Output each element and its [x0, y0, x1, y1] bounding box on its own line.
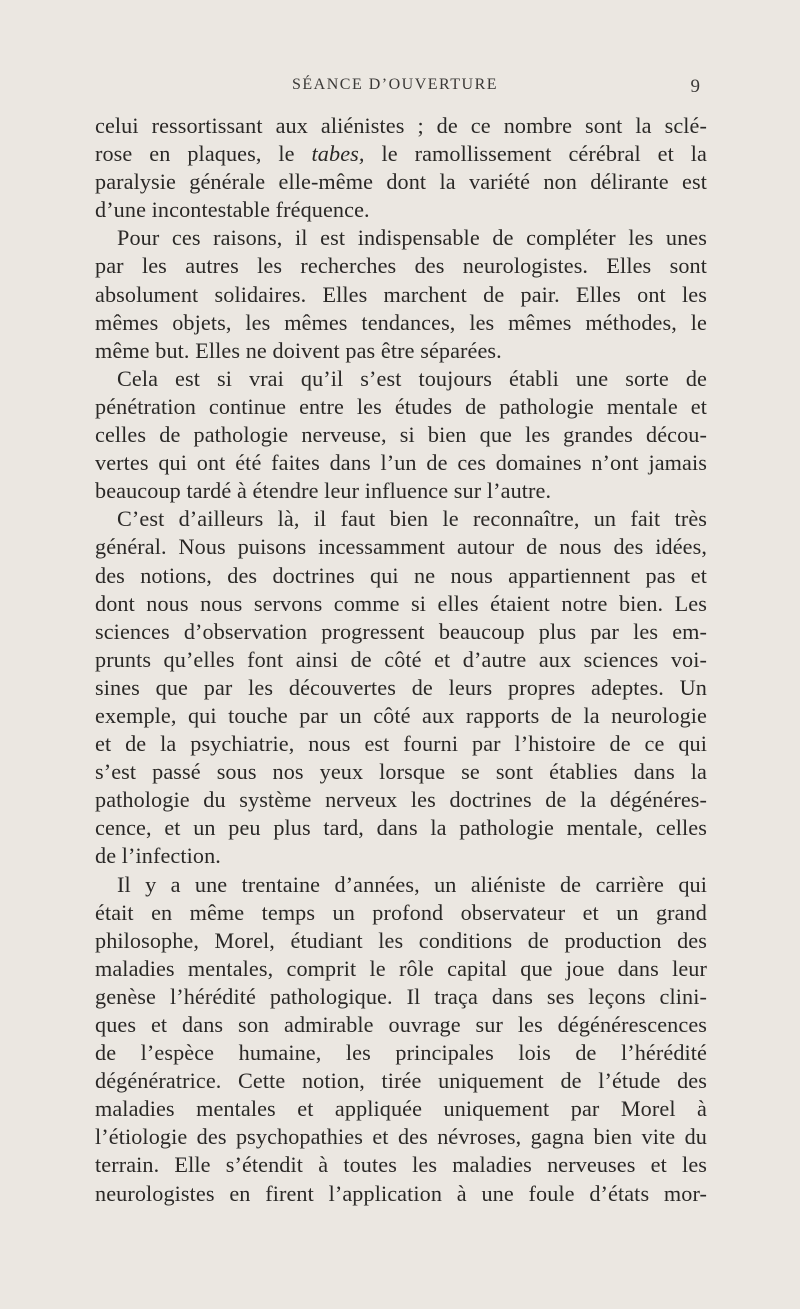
- text-line: maladies mentales et appliquée uniquement par Morel à: [95, 1096, 707, 1122]
- text-line: de l’infection.: [95, 843, 221, 869]
- running-title: SÉANCE D’OUVERTURE: [291, 76, 499, 93]
- text-line: absolument solidaires. Elles marchent de pair. Elles ont les: [95, 281, 707, 307]
- text-line: neurologistes en firent l’application à une foule d’états mor-: [95, 1180, 707, 1206]
- paragraph-start: C’est d’ailleurs là, il faut bien le reconnaître, un fait très: [117, 506, 707, 532]
- text-line: cence, et un peu plus tard, dans la pathologie mentale, celles: [95, 815, 707, 841]
- text-line: terrain. Elle s’étendit à toutes les maladies nerveuses et les: [95, 1152, 707, 1178]
- paragraph-start: Cela est si vrai qu’il s’est toujours établi une sorte de: [117, 365, 707, 391]
- text-line: dont nous nous servons comme si elles étaient notre bien. Les: [95, 590, 707, 616]
- body-text: [95, 112, 707, 1208]
- text-line: pathologie du système nerveux les doctrines de la dégénéres-: [95, 787, 707, 813]
- text-line: par les autres les recherches des neurologistes. Elles sont: [95, 253, 707, 279]
- running-head: [90, 76, 700, 100]
- text-line: de l’espèce humaine, les principales lois de l’hérédité: [95, 1040, 707, 1066]
- text-line: même but. Elles ne doivent pas être séparées.: [95, 337, 502, 363]
- text-line: sines que par les découvertes de leurs propres adeptes. Un: [95, 674, 707, 700]
- text-line: général. Nous puisons incessamment autour de nous des idées,: [95, 534, 707, 560]
- text-fragment: le ramollissement cérébral et la: [364, 141, 707, 167]
- text-line: celui ressortissant aux aliénistes ; de ce nombre sont la sclé-: [95, 113, 707, 138]
- text-line: l’étiologie des psychopathies et des névroses, gagna bien vite du: [95, 1124, 707, 1150]
- text-line: paralysie générale elle-même dont la variété non délirante est: [95, 169, 707, 195]
- paragraph-start: Pour ces raisons, il est indispensable de compléter les unes: [117, 225, 707, 251]
- text-line: beaucoup tardé à étendre leur influence sur l’autre.: [95, 478, 552, 504]
- text-line: d’une incontestable fréquence.: [95, 197, 370, 223]
- text-line: était en même temps un profond observateur et un grand: [95, 899, 707, 925]
- text-line: mêmes objets, les mêmes tendances, les mêmes méthodes, le: [95, 309, 707, 335]
- paragraph-start: Il y a une trentaine d’années, un aliéniste de carrière qui: [117, 871, 707, 897]
- italic-term: tabes,: [311, 141, 365, 167]
- text-line: genèse l’hérédité pathologique. Il traça dans ses leçons clini-: [95, 983, 707, 1009]
- text-line: vertes qui ont été faites dans l’un de ces domaines n’ont jamais: [95, 450, 707, 476]
- text-line: ques et dans son admirable ouvrage sur les dégénérescences: [95, 1012, 707, 1037]
- text-line: exemple, qui touche par un côté aux rapports de la neurologie: [95, 702, 707, 728]
- text-line: des notions, des doctrines qui ne nous appartiennent pas et: [95, 562, 707, 588]
- text-line: et de la psychiatrie, nous est fourni par l’histoire de ce qui: [95, 731, 707, 757]
- text-line: s’est passé sous nos yeux lorsque se sont établies dans la: [95, 759, 707, 785]
- text-line: maladies mentales, comprit le rôle capital que joue dans leur: [95, 955, 707, 981]
- text-fragment: rose en plaques, le: [95, 141, 312, 167]
- page-number: 9: [690, 76, 700, 97]
- text-line: celles de pathologie nerveuse, si bien que les grandes décou-: [95, 422, 707, 448]
- text-line: dégénératrice. Cette notion, tirée uniquement de l’étude des: [95, 1068, 707, 1094]
- text-line: prunts qu’elles font ainsi de côté et d’autre aux sciences voi-: [95, 646, 707, 672]
- text-line-italic: [95, 140, 707, 168]
- text-line: sciences d’observation progressent beaucoup plus par les em-: [95, 618, 707, 644]
- text-line: philosophe, Morel, étudiant les conditions de production des: [95, 927, 707, 953]
- text-line: pénétration continue entre les études de pathologie mentale et: [95, 393, 707, 419]
